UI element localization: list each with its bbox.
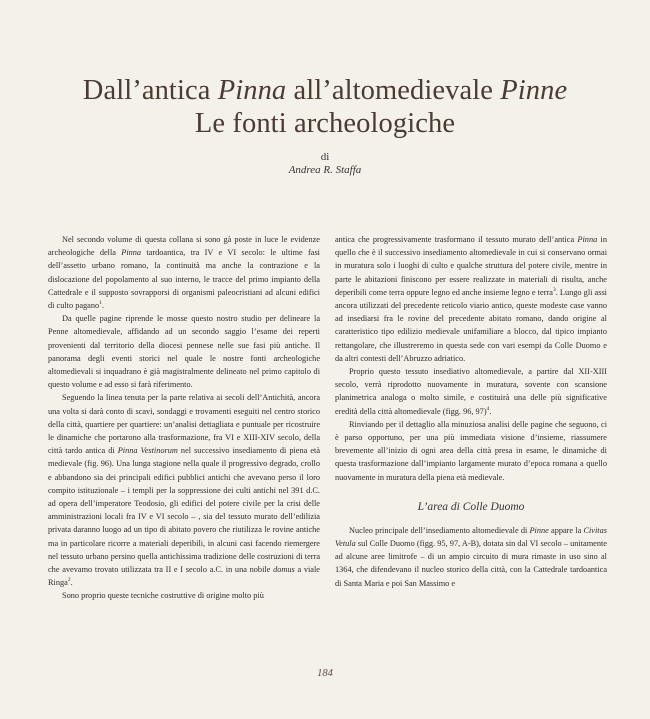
- italic-text: Pinna: [121, 248, 142, 258]
- paragraph: [48, 233, 320, 312]
- right-column: [335, 233, 607, 590]
- page-number: 184: [317, 668, 333, 679]
- text: nel successivo insediamento di piena età medievale (fig. 96). Una lunga stagione nella quale il progressivo degrado, crollo e abbandono sia dei principali edifici pubblici antichi che avevano perso il loro compito istituzionale – i templi per la soppressione dei culti antichi nel 391 d.C. ad opera dell’imperatore Teodosio, gli edifici del potere civile per la crisi delle amministrazioni locali fra IV e VI secolo – , sia del tessuto murato dell’edilizia privata daranno luogo ad un tipo di abitato povero che riutilizza le rovine antiche ma in particolare ricorre a materiali deperibili, in alcuni casi facendo riemergere nel tessuto urbano persino quella antichissima tradizione delle costruzioni di terra che avevamo trovato utilizzata tra II e I secolo a.C. in una nobile: [48, 446, 320, 575]
- footnote-ref[interactable]: 3: [552, 287, 556, 294]
- author-name: Andrea R. Staffa: [288, 164, 362, 176]
- paragraph: [48, 391, 320, 589]
- title-line-2: Le fonti archeologiche: [194, 108, 456, 139]
- paragraph: [48, 312, 320, 391]
- title-text: all’altomedievale: [286, 75, 501, 106]
- text: sul Colle Duomo (figg. 95, 97, A-B), dotata sin dal VI secolo – unitamente ad alcune aree limitrofe – di un ampio circuito di mura rimaste in uso sino al 1364, che difendevano il nucleo storico della città, con la Cattedrale tardoantica di Santa Maria e poi San Massimo e: [335, 539, 607, 588]
- title-text: Dall’antica: [82, 75, 218, 106]
- text: appare la: [548, 525, 584, 535]
- text: .: [70, 578, 73, 588]
- text: Nucleo principale dell’insediamento altomedievale di: [349, 525, 530, 535]
- footnote-ref[interactable]: 1: [99, 300, 102, 307]
- footnote-ref[interactable]: 4: [486, 405, 490, 412]
- footnote-ref[interactable]: 2: [67, 577, 71, 584]
- byline-di: di: [320, 151, 330, 163]
- paragraph: [335, 233, 607, 365]
- text: Sono proprio queste tecniche costruttive di origine molto più: [62, 591, 264, 601]
- text: Da quelle pagine riprende le mosse questo nostro studio per delineare la Penne altomedievale, affidando ad un secondo saggio l’esame dei reperti provenienti dal territorio della diocesi pennese nelle sue fasi più antiche. Il panorama degli eventi storici nel quale le nostre fonti archeologiche altomedievali si inquadrano è già magistralmente delineato nel primo capitolo di questo volume e ad esso si farà riferimento.: [48, 314, 320, 390]
- title-italic-pinne: Pinne: [500, 75, 568, 106]
- section-subheading: L’area di Colle Duomo: [417, 500, 525, 513]
- italic-text: Pinna: [577, 235, 598, 244]
- text: .: [489, 406, 492, 416]
- title-italic-pinna: Pinna: [217, 75, 287, 106]
- paragraph: [335, 365, 607, 418]
- text: Seguendo la linea tenuta per la parte relativa ai secoli dell’Antichità, ancora una volta si darà conto di scavi, sondaggi e trovamenti eseguiti nel centro storico della città, quartiere per quartiere: un’analisi dettagliata e puntuale per ricostruire le dinamiche che portarono alla trasformazione, fra VI e XIII-XIV secolo, della città tardo antica di: [48, 393, 320, 456]
- text: . Lungo gli assi ancora utilizzati del precedente reticolo viario antico, queste modeste case vanno ad insediarsi fra le rovine del precedente abitato romano, dando origine al caratteristico tipo edilizio medievale unifamiliare a blocco, dal tipico impianto rettangolare, che illustreremo in questa sede con vari esempi da Colle Duomo e da altri contesti dell’Abruzzo adriatico.: [335, 287, 607, 363]
- paragraph: [48, 589, 320, 602]
- italic-text: Pinne: [529, 525, 549, 535]
- text: Rinviando per il dettaglio alla minuziosa analisi delle pagine che seguono, ci è parso opportuno, per una più immediata visione d’insieme, riassumere brevemente all’inizio di ogni area della città presa in esame, le dinamiche di questa trasformazione dall’impianto largamente murato d’epoca romana a quello nuovamente in muratura della piena età medievale.: [335, 419, 607, 482]
- left-column: [48, 233, 320, 603]
- text: antica che progressivamente trasformano il tessuto murato dell’antica: [335, 235, 578, 244]
- text: .: [101, 301, 104, 311]
- italic-text: Civitas Vetula: [335, 525, 607, 549]
- text: tardoantica, tra IV e VI secolo: le ultime fasi dell’assetto urbano romano, la continuità ma anche la contrazione e la dislocazione del popolamento al suo interno, le tracce del primo impianto della Cattedrale e il supposto sovrapporsi di organismi paleocristiani ad alcuni edifici di culto pagano: [48, 248, 320, 311]
- italic-text: domus: [273, 565, 295, 575]
- text: Nel secondo volume di questa collana si sono gà poste in luce le evidenze archeologiche della: [48, 235, 320, 258]
- italic-text: Pinna Vestinorum: [117, 446, 178, 456]
- title-line-1: [0, 74, 650, 107]
- paragraph: [335, 524, 607, 590]
- paragraph: [335, 418, 607, 484]
- text: Proprio questo tessuto insediativo altomedievale, a partire dal XII-XIII secolo, verrà riprodotto nuovamente in muratura, sovente con scansione planimetrica analoga o molto simile, e costituirà una delle più significative eredità della città altomedievale (figg. 96, 97): [335, 367, 607, 416]
- text: in quello che è il successivo insediamento altomedievale in cui si conservano ormai in muratura solo i luoghi di culto e qualche struttura del potere civile, mentre in parte le abitazioni finiscono per essere realizzate in materiali di risulta, anche deperibili come terra oppure legno ed anche insieme legno e terra: [335, 235, 607, 297]
- article-title: [0, 74, 650, 140]
- text: a viale Ringa: [48, 565, 320, 588]
